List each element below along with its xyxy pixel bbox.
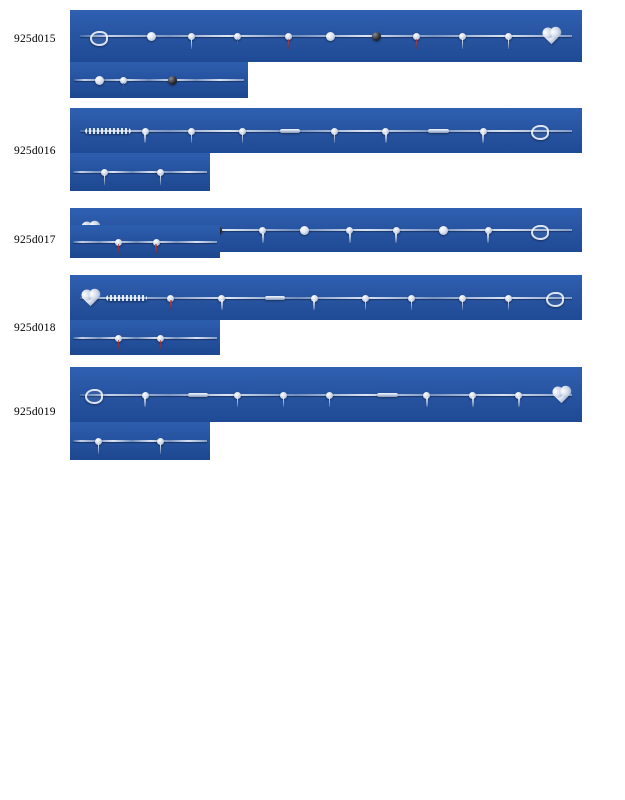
charm-icon [101,169,108,176]
extension-chain-icon [85,128,131,134]
clasp-icon [85,389,103,404]
charm-icon [234,392,241,399]
product-photo-main [70,108,582,153]
product-sku-label: 925d018 [14,322,56,334]
charm-icon [115,335,122,342]
chain-line [73,337,217,339]
chain-line [80,297,572,299]
charm-icon [285,33,292,40]
chain-strand-detail [70,333,220,343]
clasp-icon [531,125,549,140]
heart-charm-icon [544,29,560,45]
chain-strand-detail [70,167,210,177]
charm-icon [459,295,466,302]
charm-icon [505,33,512,40]
charm-icon [157,335,164,342]
charm-icon [459,33,466,40]
charm-icon [346,227,353,234]
product-photo-detail [70,320,220,355]
chain-line [80,35,572,37]
bar-link-icon [377,393,397,397]
charm-icon [188,33,195,40]
bar-link-icon [188,393,208,397]
bar-link-icon [428,129,448,133]
product-photo-detail [70,422,210,460]
charm-icon [326,392,333,399]
clasp-icon [546,292,564,307]
charm-icon [480,128,487,135]
product-sku-label: 925d016 [14,145,56,157]
product-photo-main [70,275,582,320]
charm-icon [259,227,266,234]
clasp-icon [90,31,108,46]
charm-icon [234,33,241,40]
charm-icon [239,128,246,135]
product-photo-main [70,367,582,422]
charm-icon [218,295,225,302]
product-photo-main [70,10,582,62]
charm-icon [120,77,127,84]
chain-line [73,241,217,243]
product-sku-label: 925d019 [14,406,56,418]
chain-strand [70,126,582,136]
charm-icon [188,128,195,135]
bead-icon [147,32,156,41]
charm-icon [362,295,369,302]
bead-icon [439,226,448,235]
charm-icon [382,128,389,135]
bead-icon [372,32,381,41]
chain-strand [70,293,582,303]
heart-charm-icon [554,387,570,403]
bar-link-icon [265,296,285,300]
chain-strand [70,31,582,41]
charm-icon [515,392,522,399]
charm-icon [115,239,122,246]
chain-line [73,171,207,173]
chain-line [74,79,245,81]
product-sku-label: 925d015 [14,33,56,45]
charm-icon [331,128,338,135]
charm-icon [142,128,149,135]
charm-icon [167,295,174,302]
charm-icon [413,33,420,40]
chain-strand [70,390,582,400]
bead-icon [95,76,104,85]
chain-strand-detail [70,237,220,247]
heart-charm-icon [83,290,99,306]
charm-icon [423,392,430,399]
charm-icon [505,295,512,302]
bar-link-icon [280,129,300,133]
charm-icon [469,392,476,399]
chain-strand-detail [70,436,210,446]
charm-icon [485,227,492,234]
chain-line [80,394,572,396]
chain-line [80,130,572,132]
product-sku-label: 925d017 [14,234,56,246]
chain-line [73,440,207,442]
charm-icon [393,227,400,234]
product-photo-detail [70,153,210,191]
product-photo-detail [70,225,220,258]
charm-icon [280,392,287,399]
product-photo-detail [70,62,248,98]
charm-icon [157,169,164,176]
charm-icon [408,295,415,302]
chain-strand-detail [70,75,248,85]
bead-icon [168,76,177,85]
charm-icon [95,438,102,445]
clasp-icon [531,225,549,240]
extension-chain-icon [106,295,147,301]
charm-icon [311,295,318,302]
bead-icon [326,32,335,41]
charm-icon [157,438,164,445]
bead-icon [300,226,309,235]
charm-icon [142,392,149,399]
charm-icon [153,239,160,246]
